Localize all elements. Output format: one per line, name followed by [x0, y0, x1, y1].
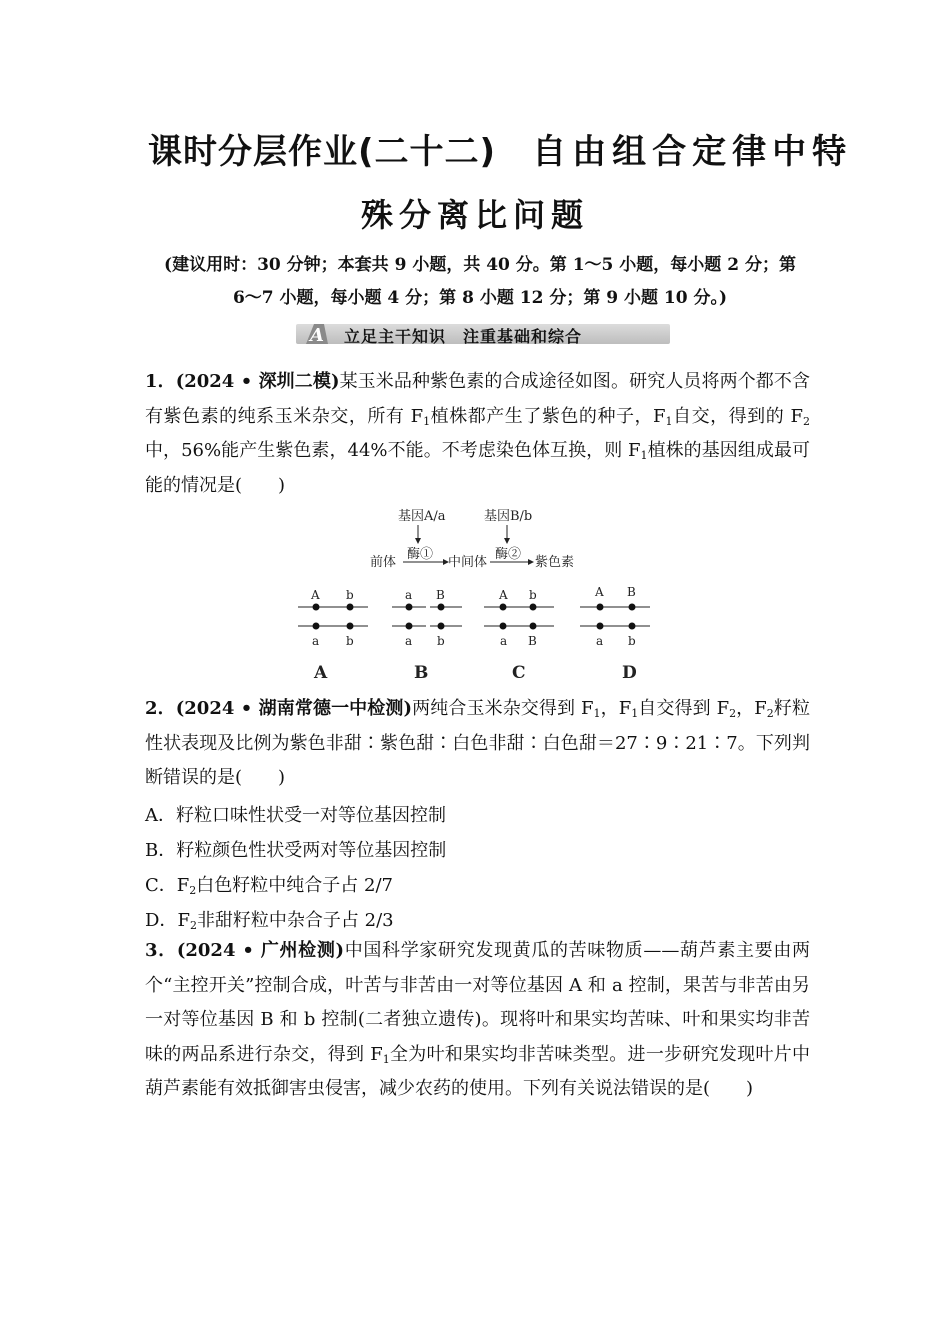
allele-label: A: [499, 588, 508, 602]
option-label: A: [314, 663, 328, 683]
option-text: 非甜籽粒中杂合子占 2/3: [196, 910, 394, 931]
allele-label: A: [595, 585, 604, 599]
q2-text-c: 自交得到 F: [638, 698, 730, 719]
q2-text-e: 籽粒性状表现及比例为紫色非甜∶紫色甜∶白色非甜∶白色甜＝27∶9∶21∶7。下列判断错误的是( ): [145, 698, 811, 788]
q1-sub: 2: [802, 414, 810, 428]
allele-label: B: [436, 588, 445, 602]
q3-text-b: 全为叶和果实均非苦味类型。进一步研究发现叶片中葫芦素能有效抵御害虫侵害，减少农药的使用。下列有关说法错误的是( ): [145, 1043, 810, 1099]
banner-text: 立足主干知识 注重基础和综合: [344, 327, 583, 346]
title-sub: 自由组合定律中特: [532, 132, 853, 172]
gene-b-label: 基因B/b: [484, 509, 533, 524]
allele-label: a: [405, 634, 413, 648]
option-label: D: [622, 663, 637, 683]
locus-dot: [438, 623, 445, 630]
q2-sub: 2: [766, 707, 774, 720]
locus-dot: [629, 604, 636, 611]
option-label: B: [414, 663, 429, 683]
chromosome-option-d: [580, 585, 650, 683]
option-sub: 2: [189, 919, 197, 932]
page-title: [148, 124, 853, 173]
chromosome-option-b: [392, 588, 462, 683]
locus-dot: [530, 623, 537, 630]
locus-dot: [313, 623, 320, 630]
option-text: 籽粒颜色性状受两对等位基因控制: [176, 840, 447, 861]
option-letter: C．: [145, 875, 177, 896]
gene-a-label: 基因A/a: [398, 509, 446, 524]
q1-sub: 1: [665, 414, 673, 428]
locus-dot: [406, 604, 413, 611]
locus-dot: [597, 604, 604, 611]
allele-label: b: [628, 634, 636, 648]
q2-source: (2024 • 湖南常德一中检测): [175, 698, 413, 719]
q2-text-a: 两纯合玉米杂交得到 F: [412, 698, 594, 719]
q1-text-b: 植株都产生了紫色的种子，F: [430, 405, 666, 427]
allele-label: a: [405, 588, 413, 602]
locus-dot: [530, 604, 537, 611]
q3-source: (2024 • 广州检测): [176, 940, 345, 961]
chromosome-option-a: [298, 588, 368, 683]
page-title-line2: 殊分离比问题: [360, 196, 589, 234]
allele-label: A: [311, 588, 320, 602]
q2-text-d: ，F: [736, 698, 767, 719]
q2-text-b: ，F: [600, 698, 632, 719]
intermediate-label: 中间体: [448, 555, 488, 570]
option-sub: 2: [189, 884, 197, 897]
allele-label: b: [346, 634, 354, 648]
option-text: 白色籽粒中纯合子占 2/7: [196, 875, 393, 896]
title-main: 课时分层作业(二十二): [148, 132, 497, 172]
q1-text-c: 自交，得到的 F: [672, 405, 803, 427]
locus-dot: [438, 604, 445, 611]
allele-label: a: [596, 634, 604, 648]
q2-option-a: [145, 801, 446, 827]
option-letter: D．: [145, 910, 178, 931]
allele-label: b: [437, 634, 445, 648]
pathway-diagram: [370, 509, 574, 570]
locus-dot: [406, 623, 413, 630]
q3-text-a: 中国科学家研究发现黄瓜的苦味物质——葫芦素主要由两个“主控开关”控制合成，叶苦与非苦由一对等位基因 A 和 a 控制，果苦与非苦由另一对等位基因 B 和 b 控制(二者独立遗传)。现将叶和果实均苦味、叶和果实均非苦味的两品系进行杂交，得到 F: [145, 940, 811, 1065]
allele-label: b: [529, 588, 537, 602]
q3-number: 3．: [145, 940, 177, 961]
section-banner: [278, 322, 670, 346]
enzyme-2-label: 酶②: [495, 547, 522, 562]
locus-dot: [313, 604, 320, 611]
section-a-badge-icon: [302, 322, 330, 346]
q1-sub: 1: [640, 449, 648, 462]
precursor-label: 前体: [370, 555, 397, 570]
q2-number: 2．: [145, 698, 176, 719]
option-text: 籽粒口味性状受一对等位基因控制: [176, 805, 446, 826]
q1-sub: 1: [423, 414, 431, 428]
locus-dot: [347, 623, 354, 630]
time-note-line1: (建议用时：30 分钟；本套共 9 小题，共 40 分。第 1～5 小题，每小题 2 分；第: [164, 255, 796, 275]
option-letter: A．: [145, 805, 176, 826]
q2-sub: 1: [593, 707, 601, 720]
q2-sub: 2: [729, 707, 737, 720]
option-letter: B．: [145, 840, 177, 861]
q2-sub: 1: [631, 707, 639, 720]
enzyme-1-label: 酶①: [407, 547, 434, 562]
locus-dot: [629, 623, 636, 630]
allele-label: b: [346, 588, 354, 602]
q3-sub: 1: [382, 1052, 390, 1066]
q1-text-d: 中，56%能产生紫色素，44%不能。不考虑染色体互换，则 F: [145, 440, 641, 461]
locus-dot: [597, 623, 604, 630]
reaction-arrowhead-2: [528, 559, 534, 565]
chromosome-option-c: [484, 588, 554, 683]
allele-label: a: [500, 634, 508, 648]
allele-label: B: [627, 585, 636, 599]
q2-option-d: [145, 906, 394, 932]
option-prefix: F: [177, 910, 190, 931]
gene-b-arrowhead: [504, 538, 510, 544]
locus-dot: [500, 604, 507, 611]
locus-dot: [500, 623, 507, 630]
badge-letter: A: [310, 325, 324, 346]
q1-text-e: 植株的基因组成最可能的情况是( ): [145, 440, 810, 496]
product-label: 紫色素: [535, 555, 575, 570]
allele-label: B: [528, 634, 537, 648]
option-prefix: F: [176, 875, 190, 896]
question-3: [145, 934, 810, 1107]
time-note-line2: 6～7 小题，每小题 4 分；第 8 小题 12 分；第 9 小题 10 分。): [232, 288, 728, 308]
q2-option-c: [145, 871, 393, 897]
option-label: C: [512, 663, 526, 683]
q2-option-b: [145, 836, 446, 862]
question-1: [145, 365, 810, 503]
q1-number: 1．: [145, 371, 176, 392]
q1-source: (2024 • 深圳二模): [175, 371, 340, 392]
locus-dot: [347, 604, 354, 611]
q1-text-a: 某玉米品种紫色素的合成途径如图。研究人员将两个都不含有紫色素的纯系玉米杂交，所有 F: [145, 371, 811, 427]
allele-label: a: [312, 634, 320, 648]
pathway-and-chromosome-diagram: [290, 503, 670, 688]
question-2: [145, 692, 810, 796]
gene-a-arrowhead: [415, 538, 421, 544]
